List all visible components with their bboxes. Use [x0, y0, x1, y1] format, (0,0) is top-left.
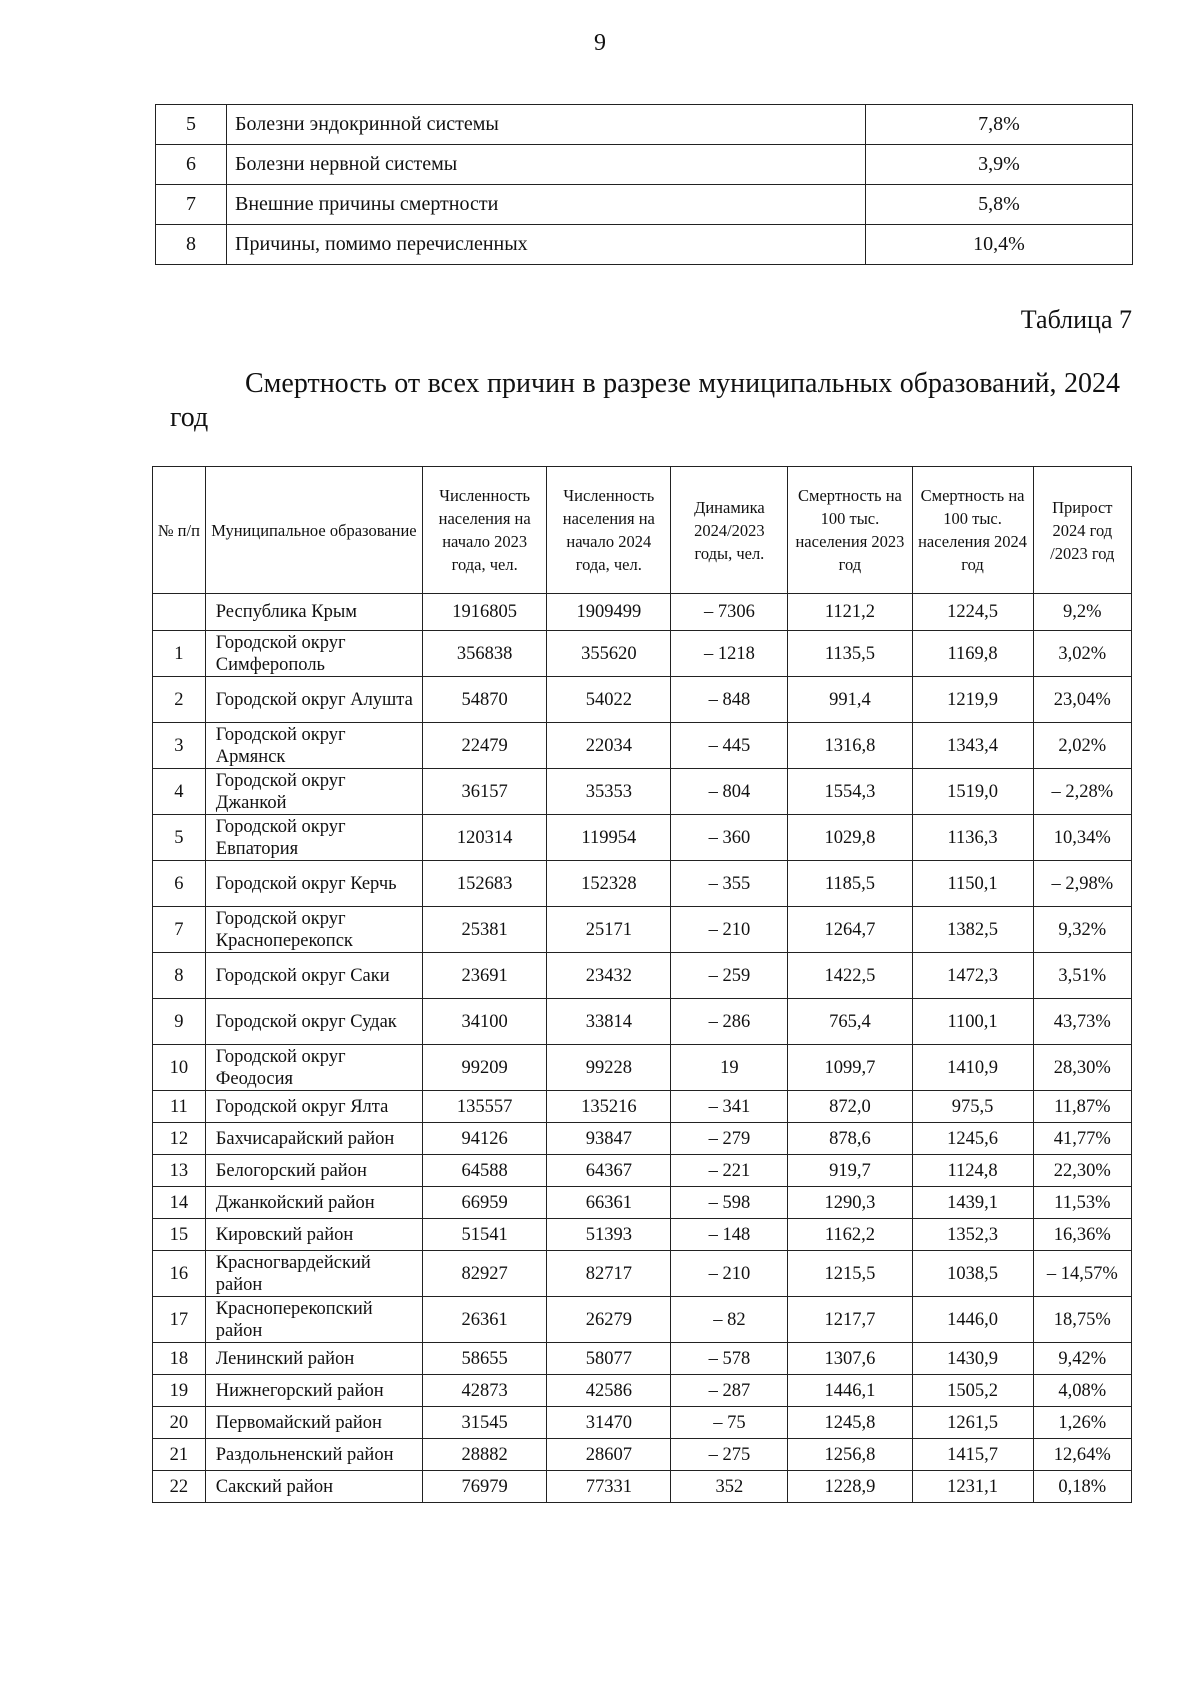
cause-label: Болезни эндокринной системы — [227, 105, 866, 145]
row-number: 4 — [153, 769, 206, 815]
growth-percent: 23,04% — [1033, 677, 1131, 723]
table-row — [153, 1375, 1132, 1407]
mortality-2024: 1352,3 — [912, 1219, 1033, 1251]
mortality-2023: 1121,2 — [788, 594, 912, 631]
population-2024: 1909499 — [547, 594, 671, 631]
dynamics-value: – 7306 — [671, 594, 788, 631]
municipality-name: Городской округ Армянск — [205, 723, 422, 769]
population-2023: 94126 — [423, 1123, 547, 1155]
table-row — [153, 999, 1132, 1045]
population-2023: 36157 — [423, 769, 547, 815]
municipality-name: Городской округ Симферополь — [205, 631, 422, 677]
mortality-2024: 1136,3 — [912, 815, 1033, 861]
row-number: 14 — [153, 1187, 206, 1219]
dynamics-value: – 287 — [671, 1375, 788, 1407]
growth-percent: 3,51% — [1033, 953, 1131, 999]
header-mort2023: Смертность на 100 тыс. населения 2023 год — [788, 467, 912, 594]
table-title: Смертность от всех причин в разрезе муниципальных образований, 2024 год — [170, 368, 1120, 433]
dynamics-value: – 804 — [671, 769, 788, 815]
mortality-2024: 1100,1 — [912, 999, 1033, 1045]
row-number: 9 — [153, 999, 206, 1045]
row-number: 5 — [153, 815, 206, 861]
table-row — [156, 225, 1133, 265]
population-2023: 26361 — [423, 1297, 547, 1343]
mortality-2024: 1382,5 — [912, 907, 1033, 953]
mortality-2023: 765,4 — [788, 999, 912, 1045]
population-2023: 34100 — [423, 999, 547, 1045]
mortality-2024: 1472,3 — [912, 953, 1033, 999]
growth-percent: 11,87% — [1033, 1091, 1131, 1123]
population-2023: 54870 — [423, 677, 547, 723]
growth-percent: – 2,28% — [1033, 769, 1131, 815]
row-number: 2 — [153, 677, 206, 723]
municipality-name: Раздольненский район — [205, 1439, 422, 1471]
dynamics-value: – 445 — [671, 723, 788, 769]
table-row — [156, 185, 1133, 225]
row-number: 21 — [153, 1439, 206, 1471]
dynamics-value: 19 — [671, 1045, 788, 1091]
mortality-2024: 975,5 — [912, 1091, 1033, 1123]
table-row — [153, 1045, 1132, 1091]
municipality-name: Городской округ Евпатория — [205, 815, 422, 861]
municipality-name: Нижнегорский район — [205, 1375, 422, 1407]
mortality-2023: 1422,5 — [788, 953, 912, 999]
population-2023: 64588 — [423, 1155, 547, 1187]
cause-label: Причины, помимо перечисленных — [227, 225, 866, 265]
row-number: 10 — [153, 1045, 206, 1091]
municipality-name: Республика Крым — [205, 594, 422, 631]
population-2024: 66361 — [547, 1187, 671, 1219]
population-2023: 82927 — [423, 1251, 547, 1297]
growth-percent: 12,64% — [1033, 1439, 1131, 1471]
table-row — [153, 723, 1132, 769]
population-2023: 120314 — [423, 815, 547, 861]
header-dynamics: Динамика 2024/2023 годы, чел. — [671, 467, 788, 594]
population-2024: 26279 — [547, 1297, 671, 1343]
municipality-name: Городской округ Красноперекопск — [205, 907, 422, 953]
dynamics-value: – 210 — [671, 1251, 788, 1297]
mortality-2024: 1261,5 — [912, 1407, 1033, 1439]
mortality-2023: 1217,7 — [788, 1297, 912, 1343]
table-row — [153, 1187, 1132, 1219]
growth-percent: 43,73% — [1033, 999, 1131, 1045]
municipality-name: Городской округ Судак — [205, 999, 422, 1045]
dynamics-value: 352 — [671, 1471, 788, 1503]
mortality-2023: 1245,8 — [788, 1407, 912, 1439]
dynamics-value: – 360 — [671, 815, 788, 861]
row-number: 5 — [156, 105, 227, 145]
growth-percent: 28,30% — [1033, 1045, 1131, 1091]
table-row — [153, 1155, 1132, 1187]
header-mort2024: Смертность на 100 тыс. населения 2024 год — [912, 467, 1033, 594]
header-row — [153, 467, 1132, 594]
mortality-2024: 1224,5 — [912, 594, 1033, 631]
dynamics-value: – 75 — [671, 1407, 788, 1439]
table-row — [153, 1123, 1132, 1155]
population-2023: 76979 — [423, 1471, 547, 1503]
cause-percent: 10,4% — [866, 225, 1133, 265]
row-number: 12 — [153, 1123, 206, 1155]
population-2024: 23432 — [547, 953, 671, 999]
population-2024: 51393 — [547, 1219, 671, 1251]
mortality-2023: 1264,7 — [788, 907, 912, 953]
population-2024: 77331 — [547, 1471, 671, 1503]
mortality-2024: 1505,2 — [912, 1375, 1033, 1407]
table-row — [153, 1219, 1132, 1251]
population-2024: 64367 — [547, 1155, 671, 1187]
table-row — [153, 1251, 1132, 1297]
cause-label: Внешние причины смертности — [227, 185, 866, 225]
dynamics-value: – 598 — [671, 1187, 788, 1219]
table-row — [153, 1439, 1132, 1471]
dynamics-value: – 1218 — [671, 631, 788, 677]
cause-percent: 3,9% — [866, 145, 1133, 185]
population-2023: 99209 — [423, 1045, 547, 1091]
growth-percent: – 2,98% — [1033, 861, 1131, 907]
row-number: 16 — [153, 1251, 206, 1297]
growth-percent: 1,26% — [1033, 1407, 1131, 1439]
mortality-2023: 1256,8 — [788, 1439, 912, 1471]
header-num: № п/п — [153, 467, 206, 594]
population-2023: 28882 — [423, 1439, 547, 1471]
cause-percent: 5,8% — [866, 185, 1133, 225]
table-row — [156, 145, 1133, 185]
population-2024: 31470 — [547, 1407, 671, 1439]
growth-percent: 2,02% — [1033, 723, 1131, 769]
population-2024: 99228 — [547, 1045, 671, 1091]
table-row — [153, 677, 1132, 723]
dynamics-value: – 279 — [671, 1123, 788, 1155]
mortality-2024: 1124,8 — [912, 1155, 1033, 1187]
mortality-2023: 878,6 — [788, 1123, 912, 1155]
mortality-2024: 1038,5 — [912, 1251, 1033, 1297]
mortality-2023: 1446,1 — [788, 1375, 912, 1407]
population-2023: 25381 — [423, 907, 547, 953]
growth-percent: 22,30% — [1033, 1155, 1131, 1187]
row-number: 22 — [153, 1471, 206, 1503]
population-2023: 356838 — [423, 631, 547, 677]
mortality-2024: 1410,9 — [912, 1045, 1033, 1091]
table-row — [153, 594, 1132, 631]
table-row — [153, 1407, 1132, 1439]
municipality-name: Белогорский район — [205, 1155, 422, 1187]
mortality-2023: 1290,3 — [788, 1187, 912, 1219]
dynamics-value: – 221 — [671, 1155, 788, 1187]
mortality-2024: 1430,9 — [912, 1343, 1033, 1375]
population-2024: 119954 — [547, 815, 671, 861]
mortality-2023: 872,0 — [788, 1091, 912, 1123]
table-row — [153, 631, 1132, 677]
population-2024: 25171 — [547, 907, 671, 953]
dynamics-value: – 848 — [671, 677, 788, 723]
population-2023: 51541 — [423, 1219, 547, 1251]
row-number — [153, 594, 206, 631]
population-2023: 31545 — [423, 1407, 547, 1439]
table-row — [153, 815, 1132, 861]
growth-percent: 16,36% — [1033, 1219, 1131, 1251]
mortality-2023: 919,7 — [788, 1155, 912, 1187]
growth-percent: 9,32% — [1033, 907, 1131, 953]
population-2024: 42586 — [547, 1375, 671, 1407]
row-number: 18 — [153, 1343, 206, 1375]
municipality-name: Городской округ Керчь — [205, 861, 422, 907]
population-2023: 22479 — [423, 723, 547, 769]
municipality-name: Городской округ Алушта — [205, 677, 422, 723]
population-2023: 58655 — [423, 1343, 547, 1375]
dynamics-value: – 210 — [671, 907, 788, 953]
growth-percent: 9,2% — [1033, 594, 1131, 631]
dynamics-value: – 286 — [671, 999, 788, 1045]
population-2023: 1916805 — [423, 594, 547, 631]
row-number: 7 — [153, 907, 206, 953]
page-number: 9 — [594, 30, 606, 56]
municipality-name: Городской округ Феодосия — [205, 1045, 422, 1091]
growth-percent: 11,53% — [1033, 1187, 1131, 1219]
municipality-name: Сакский район — [205, 1471, 422, 1503]
table-row — [153, 1343, 1132, 1375]
table-row — [153, 953, 1132, 999]
growth-percent: 9,42% — [1033, 1343, 1131, 1375]
municipality-name: Городской округ Ялта — [205, 1091, 422, 1123]
growth-percent: 18,75% — [1033, 1297, 1131, 1343]
population-2023: 135557 — [423, 1091, 547, 1123]
header-pop2023: Численность населения на начало 2023 года, чел. — [423, 467, 547, 594]
municipality-name: Ленинский район — [205, 1343, 422, 1375]
municipality-name: Бахчисарайский район — [205, 1123, 422, 1155]
cause-label: Болезни нервной системы — [227, 145, 866, 185]
dynamics-value: – 275 — [671, 1439, 788, 1471]
municipality-name: Красноперекопский район — [205, 1297, 422, 1343]
table-row — [153, 1297, 1132, 1343]
growth-percent: 3,02% — [1033, 631, 1131, 677]
mortality-2023: 1554,3 — [788, 769, 912, 815]
growth-percent: 41,77% — [1033, 1123, 1131, 1155]
population-2024: 33814 — [547, 999, 671, 1045]
mortality-2023: 1228,9 — [788, 1471, 912, 1503]
mortality-2024: 1219,9 — [912, 677, 1033, 723]
mortality-2024: 1519,0 — [912, 769, 1033, 815]
population-2024: 82717 — [547, 1251, 671, 1297]
table-row — [153, 1471, 1132, 1503]
growth-percent: – 14,57% — [1033, 1251, 1131, 1297]
population-2024: 35353 — [547, 769, 671, 815]
row-number: 17 — [153, 1297, 206, 1343]
dynamics-value: – 341 — [671, 1091, 788, 1123]
mortality-2023: 1316,8 — [788, 723, 912, 769]
population-2024: 135216 — [547, 1091, 671, 1123]
table-row — [153, 907, 1132, 953]
mortality-2023: 1215,5 — [788, 1251, 912, 1297]
population-2024: 152328 — [547, 861, 671, 907]
mortality-2024: 1446,0 — [912, 1297, 1033, 1343]
row-number: 3 — [153, 723, 206, 769]
row-number: 6 — [156, 145, 227, 185]
population-2023: 42873 — [423, 1375, 547, 1407]
mortality-2023: 1099,7 — [788, 1045, 912, 1091]
header-pop2024: Численность населения на начало 2024 года, чел. — [547, 467, 671, 594]
mortality-2024: 1415,7 — [912, 1439, 1033, 1471]
population-2023: 152683 — [423, 861, 547, 907]
municipality-name: Красногвардейский район — [205, 1251, 422, 1297]
municipality-name: Городской округ Саки — [205, 953, 422, 999]
header-growth: Прирост 2024 год /2023 год — [1033, 467, 1131, 594]
row-number: 19 — [153, 1375, 206, 1407]
population-2024: 93847 — [547, 1123, 671, 1155]
growth-percent: 4,08% — [1033, 1375, 1131, 1407]
causes-table — [155, 104, 1133, 265]
mortality-2023: 991,4 — [788, 677, 912, 723]
header-name: Муниципальное образование — [205, 467, 422, 594]
growth-percent: 10,34% — [1033, 815, 1131, 861]
mortality-2024: 1245,6 — [912, 1123, 1033, 1155]
row-number: 11 — [153, 1091, 206, 1123]
population-2024: 28607 — [547, 1439, 671, 1471]
table-row — [153, 769, 1132, 815]
row-number: 13 — [153, 1155, 206, 1187]
row-number: 20 — [153, 1407, 206, 1439]
mortality-2024: 1439,1 — [912, 1187, 1033, 1219]
row-number: 8 — [153, 953, 206, 999]
dynamics-value: – 148 — [671, 1219, 788, 1251]
population-2024: 54022 — [547, 677, 671, 723]
row-number: 7 — [156, 185, 227, 225]
population-2024: 58077 — [547, 1343, 671, 1375]
dynamics-value: – 578 — [671, 1343, 788, 1375]
mortality-table — [152, 466, 1132, 1503]
population-2024: 355620 — [547, 631, 671, 677]
mortality-2023: 1185,5 — [788, 861, 912, 907]
municipality-name: Кировский район — [205, 1219, 422, 1251]
mortality-2023: 1135,5 — [788, 631, 912, 677]
row-number: 15 — [153, 1219, 206, 1251]
mortality-2023: 1029,8 — [788, 815, 912, 861]
table-label: Таблица 7 — [1020, 305, 1132, 334]
population-2023: 66959 — [423, 1187, 547, 1219]
table-row — [153, 861, 1132, 907]
growth-percent: 0,18% — [1033, 1471, 1131, 1503]
mortality-2023: 1307,6 — [788, 1343, 912, 1375]
dynamics-value: – 355 — [671, 861, 788, 907]
row-number: 8 — [156, 225, 227, 265]
municipality-name: Городской округ Джанкой — [205, 769, 422, 815]
row-number: 6 — [153, 861, 206, 907]
municipality-name: Первомайский район — [205, 1407, 422, 1439]
dynamics-value: – 82 — [671, 1297, 788, 1343]
dynamics-value: – 259 — [671, 953, 788, 999]
cause-percent: 7,8% — [866, 105, 1133, 145]
table-row — [153, 1091, 1132, 1123]
mortality-2024: 1169,8 — [912, 631, 1033, 677]
population-2023: 23691 — [423, 953, 547, 999]
population-2024: 22034 — [547, 723, 671, 769]
mortality-2024: 1231,1 — [912, 1471, 1033, 1503]
mortality-2023: 1162,2 — [788, 1219, 912, 1251]
mortality-2024: 1150,1 — [912, 861, 1033, 907]
municipality-name: Джанкойский район — [205, 1187, 422, 1219]
mortality-2024: 1343,4 — [912, 723, 1033, 769]
row-number: 1 — [153, 631, 206, 677]
table-row — [156, 105, 1133, 145]
